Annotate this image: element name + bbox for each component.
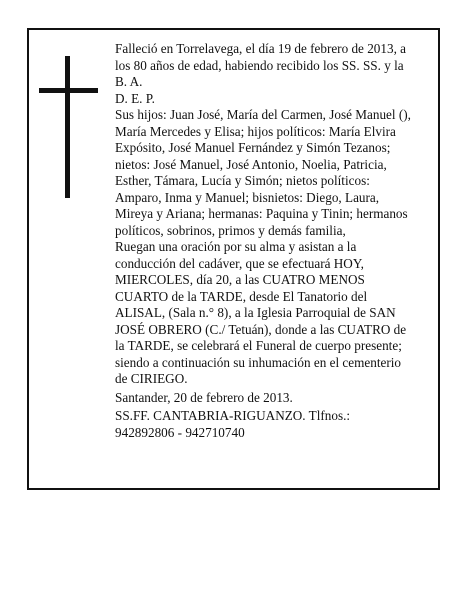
- notice-line: Mireya y Ariana; hermanas: Paquina y Tinin; hermanos: [115, 206, 408, 221]
- notice-text: [115, 41, 437, 441]
- notice-line: María Mercedes y Elisa; hijos políticos: María Elvira: [115, 123, 396, 139]
- notice-line: políticos, sobrinos, primos y demás familia,: [115, 222, 346, 238]
- notice-line: los 80 años de edad, habiendo recibido los SS. SS. y la: [115, 57, 404, 73]
- notice-line: D. E. P.: [115, 90, 155, 106]
- notice-line: la TARDE, se celebrará el Funeral de cuerpo presente;: [115, 338, 402, 353]
- notice-line: 942892806 - 942710740: [115, 424, 245, 440]
- obituary-notice: [27, 28, 440, 490]
- notice-line: siendo a continuación su inhumación en el cementerio: [115, 354, 402, 370]
- notice-line: CUARTO de la TARDE, desde El Tanatorio del: [115, 288, 368, 304]
- notice-line: ALISAL, (Sala n.° 8), a la Iglesia Parroquial de SAN: [115, 305, 396, 320]
- notice-line: de CIRIEGO.: [115, 371, 188, 386]
- notice-line: Esther, Támara, Lucía y Simón; nietos políticos:: [115, 173, 370, 188]
- notice-line: Falleció en Torrelavega, el día 19 de febrero de 2013, a: [115, 41, 407, 56]
- notice-line: B. A.: [115, 74, 143, 89]
- notice-line: Santander, 20 de febrero de 2013.: [115, 389, 293, 405]
- notice-line: Ruegan una oración por su alma y asistan a la: [115, 239, 357, 254]
- cross-icon: [39, 56, 98, 198]
- notice-line: nietos: José Manuel, José Antonio, Noelia, Patricia,: [115, 156, 387, 172]
- notice-line: SS.FF. CANTABRIA-RIGUANZO. Tlfnos.:: [115, 408, 351, 423]
- cross-vertical-bar: [65, 56, 70, 198]
- cross-horizontal-bar: [39, 88, 98, 93]
- notice-line: JOSÉ OBRERO (C./ Tetuán), donde a las CUATRO de: [115, 321, 407, 337]
- notice-line: Expósito, José Manuel Fernández y Simón Tezanos;: [115, 140, 391, 155]
- notice-line: conducción del cadáver, que se efectuará HOY,: [115, 255, 364, 271]
- notice-line: Amparo, Inma y Manuel; bisnietos: Diego, Laura,: [115, 189, 380, 205]
- notice-line: Sus hijos: Juan José, María del Carmen, José Manuel (),: [115, 107, 411, 122]
- notice-line: MIERCOLES, día 20, a las CUATRO MENOS: [115, 272, 365, 287]
